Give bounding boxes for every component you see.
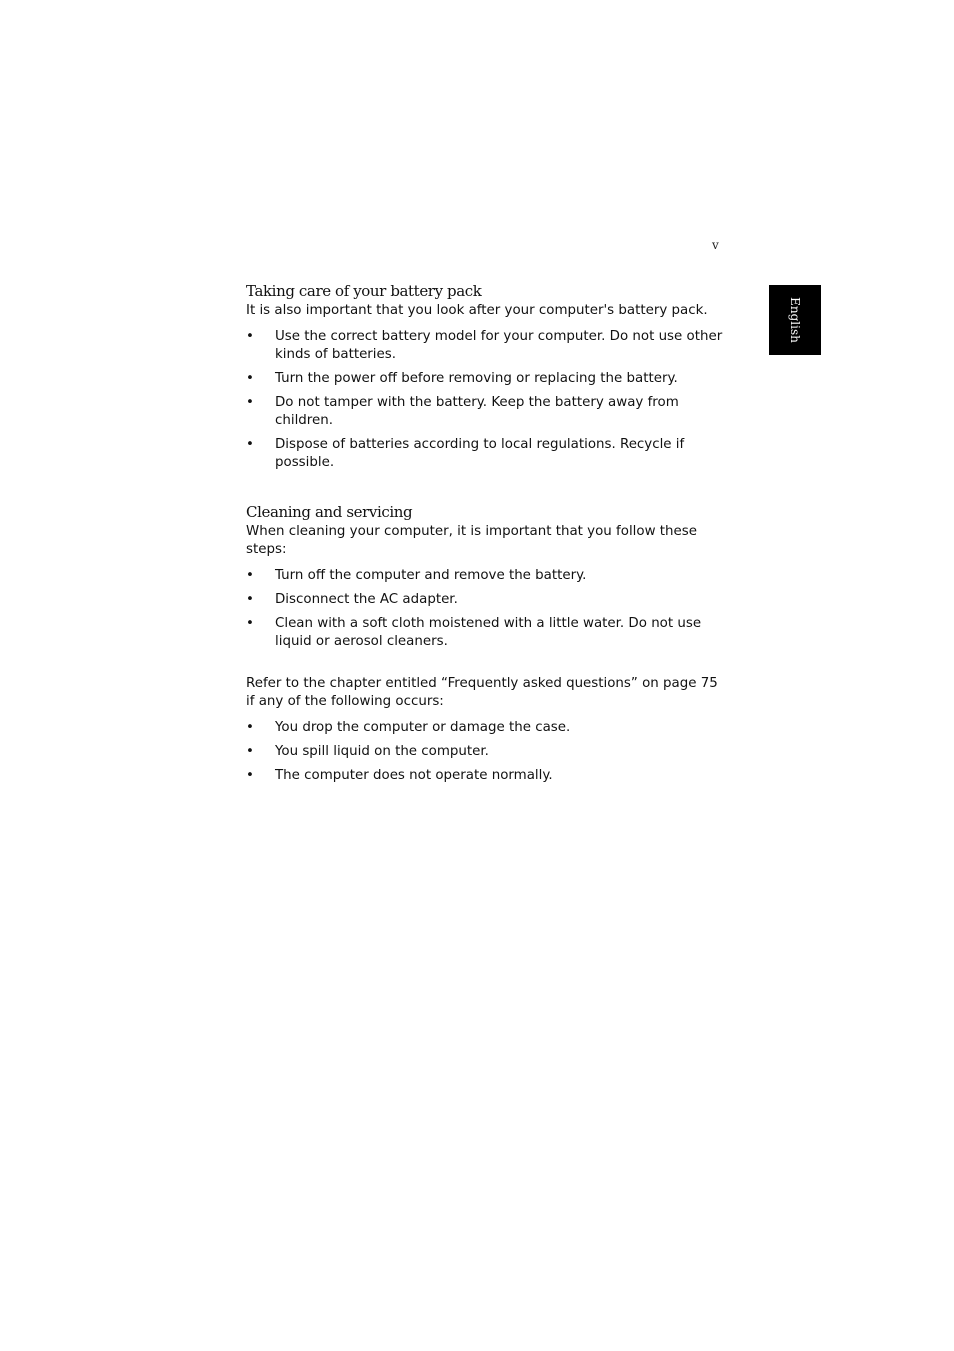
list-item-text: Disconnect the AC adapter. <box>275 592 458 607</box>
language-tab <box>769 285 821 355</box>
list-item <box>246 567 726 585</box>
list-item-text: You spill liquid on the computer. <box>275 744 489 759</box>
bullet-marker: • <box>246 592 254 607</box>
bullet-marker: • <box>246 329 254 344</box>
list-item-text: Do not tamper with the battery. Keep the battery away from children. <box>275 395 679 428</box>
list-item <box>246 719 726 737</box>
bullet-marker: • <box>246 768 254 783</box>
page-number: v <box>712 238 719 252</box>
list-item-text: Use the correct battery model for your computer. Do not use other kinds of batteries. <box>275 329 723 362</box>
list-item <box>246 743 726 761</box>
refer-paragraph: Refer to the chapter entitled “Frequently asked questions” on page 75 if any of the following occurs: <box>246 676 718 709</box>
bullet-marker: • <box>246 437 254 452</box>
battery-list <box>246 328 726 472</box>
bullet-marker: • <box>246 568 254 583</box>
list-item <box>246 767 726 785</box>
list-item-text: You drop the computer or damage the case. <box>275 720 571 735</box>
list-item-text: Turn the power off before removing or replacing the battery. <box>275 371 678 386</box>
list-item-text: Turn off the computer and remove the battery. <box>275 568 587 583</box>
list-item-text: Dispose of batteries according to local regulations. Recycle if possible. <box>275 437 685 470</box>
bullet-marker: • <box>246 720 254 735</box>
list-item <box>246 591 726 609</box>
bullet-marker: • <box>246 616 254 631</box>
cleaning-intro: When cleaning your computer, it is important that you follow these steps: <box>246 524 697 557</box>
battery-intro: It is also important that you look after your computer's battery pack. <box>246 303 708 318</box>
page-content <box>246 280 726 791</box>
bullet-marker: • <box>246 744 254 759</box>
bullet-marker: • <box>246 371 254 386</box>
list-item-text: Clean with a soft cloth moistened with a little water. Do not use liquid or aerosol cleaners. <box>275 616 702 649</box>
bullet-marker: • <box>246 395 254 410</box>
list-item <box>246 328 726 364</box>
occurrence-list <box>246 719 726 785</box>
list-item <box>246 436 726 472</box>
language-tab-label: English <box>788 297 802 343</box>
cleaning-list <box>246 567 726 651</box>
list-item <box>246 370 726 388</box>
list-item-text: The computer does not operate normally. <box>275 768 553 783</box>
list-item <box>246 394 726 430</box>
section-title-battery: Taking care of your battery pack <box>246 282 482 300</box>
section-title-cleaning: Cleaning and servicing <box>246 503 413 521</box>
list-item <box>246 615 726 651</box>
